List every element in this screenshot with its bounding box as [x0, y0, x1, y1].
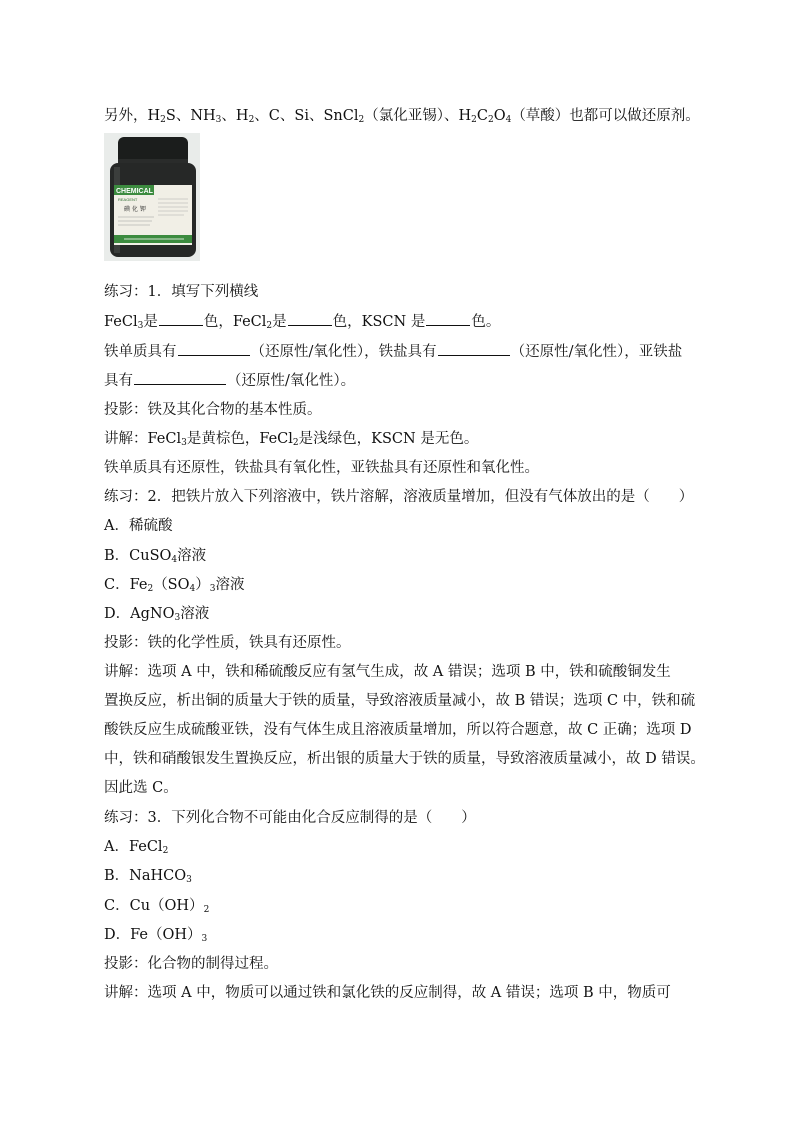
text: B．NaHCO	[104, 868, 187, 884]
answer-blank[interactable]	[159, 311, 203, 326]
exercise-1-explanation-2: 铁单质具有还原性，铁盐具有氧化性，亚铁盐具有还原性和氧化性。	[104, 460, 539, 476]
exercise-1-question-2	[104, 341, 682, 362]
text: 色，KSCN 是	[332, 314, 426, 330]
exercise-2-projection: 投影：铁的化学性质，铁具有还原性。	[104, 635, 351, 651]
answer-blank[interactable]	[426, 311, 470, 326]
subscript: 2	[266, 321, 273, 331]
text: 另外，H	[104, 108, 161, 124]
exercise-3-explanation: 讲解：选项 A 中，物质可以通过铁和氯化铁的反应制得，故 A 错误；选项 B 中，物质可	[104, 985, 671, 1001]
text: 铁单质具有	[104, 344, 177, 360]
exercise-2-explanation-line: 讲解：选项 A 中，铁和稀硫酸反应有氢气生成，故 A 错误；选项 B 中，铁和硫酸铜发生	[104, 664, 671, 680]
text: 色。	[471, 314, 501, 330]
exercise-2-option-d	[104, 604, 209, 624]
text: 讲解：FeCl	[104, 431, 182, 447]
exercise-3-option-d	[104, 925, 207, 945]
text: （氯化亚锡）、H	[364, 108, 472, 124]
text: C．Cu（OH）	[104, 898, 204, 914]
text: （SO	[153, 577, 190, 593]
subscript: 3	[215, 115, 222, 125]
subscript: 2	[160, 115, 166, 125]
text: （草酸）也都可以做还原剂。	[511, 108, 700, 124]
text: 是	[143, 314, 158, 330]
exercise-2-title: 练习：2．把铁片放入下列溶液中，铁片溶解，溶液质量增加，但没有气体放出的是（ ）	[104, 489, 694, 505]
exercise-3-projection: 投影：化合物的制得过程。	[104, 956, 278, 972]
text: 是浅绿色，KSCN 是无色。	[298, 431, 479, 447]
subscript: 2	[292, 438, 299, 448]
answer-blank[interactable]	[134, 370, 226, 385]
text: D．Fe（OH）	[104, 927, 202, 943]
subscript: 2	[471, 115, 477, 125]
subscript: 2	[203, 905, 210, 915]
exercise-2-option-c	[104, 575, 244, 595]
exercise-1-title: 练习：1．填写下列横线	[104, 284, 259, 300]
reducing-agents-line	[104, 106, 700, 126]
text: 是	[272, 314, 287, 330]
text: （还原性/氧化性）。	[227, 373, 356, 389]
exercise-3-title: 练习：3．下列化合物不可能由化合反应制得的是（ ）	[104, 810, 476, 826]
exercise-1-question-2-cont	[104, 370, 355, 391]
exercise-2-option-a: A．稀硫酸	[104, 518, 173, 534]
subscript: 3	[186, 875, 192, 885]
subscript: 3	[137, 321, 144, 331]
exercise-3-option-c	[104, 896, 209, 916]
subscript: 2	[487, 115, 494, 125]
subscript: 3	[201, 934, 208, 944]
answer-blank[interactable]	[438, 341, 510, 356]
subscript: 3	[181, 438, 187, 448]
label-brand: CHEMICAL	[116, 188, 153, 195]
exercise-2-explanation-line: 酸铁反应生成硫酸亚铁，没有气体生成且溶液质量增加，所以符合题意，故 C 正确；选项 D	[104, 722, 692, 738]
text: （还原性/氧化性），铁盐具有	[250, 344, 437, 360]
subscript: 4	[171, 555, 178, 565]
text: 是黄棕色，FeCl	[186, 431, 293, 447]
answer-blank[interactable]	[288, 311, 332, 326]
label-name: 碘 化 钾	[124, 206, 146, 213]
text: 、H	[221, 108, 249, 124]
exercise-1-projection: 投影：铁及其化合物的基本性质。	[104, 402, 322, 418]
label-reagent: REAGENT	[118, 197, 138, 202]
exercise-2-explanation-line: 因此选 C。	[104, 780, 178, 796]
text: D．AgNO	[104, 606, 175, 622]
text: C．Fe	[104, 577, 148, 593]
exercise-2-explanation-line: 置换反应，析出铜的质量大于铁的质量，导致溶液质量减小，故 B 错误；选项 C 中，铁和硫	[104, 693, 696, 709]
subscript: 4	[505, 115, 512, 125]
subscript: 3	[209, 584, 216, 594]
reagent-bottle-photo	[104, 133, 200, 261]
text: ）	[195, 577, 210, 593]
text: O	[493, 108, 506, 124]
subscript: 3	[174, 613, 181, 623]
subscript: 2	[147, 584, 154, 594]
text: 溶液	[177, 548, 207, 564]
subscript: 2	[358, 115, 365, 125]
text: FeCl	[104, 314, 138, 330]
text: S、NH	[165, 108, 216, 124]
text: B．CuSO	[104, 548, 172, 564]
subscript: 2	[248, 115, 255, 125]
subscript: 4	[189, 584, 196, 594]
text: 、C、Si、SnCl	[254, 108, 359, 124]
exercise-3-option-a	[104, 837, 168, 857]
text: 色，FeCl	[203, 314, 267, 330]
exercise-1-question-1	[104, 311, 500, 332]
text: 溶液	[180, 606, 210, 622]
text: （还原性/氧化性），亚铁盐	[510, 344, 683, 360]
text: 溶液	[215, 577, 245, 593]
answer-blank[interactable]	[178, 341, 250, 356]
exercise-3-option-b	[104, 866, 192, 886]
text: A．FeCl	[104, 839, 163, 855]
text: C	[476, 108, 488, 124]
exercise-2-explanation-line: 中，铁和硝酸银发生置换反应，析出银的质量大于铁的质量，导致溶液质量减小，故 D 错误。	[104, 751, 705, 767]
exercise-2-option-b	[104, 546, 206, 566]
subscript: 2	[162, 846, 169, 856]
reagent-bottle-image	[104, 133, 200, 261]
text: 具有	[104, 373, 133, 389]
exercise-1-explanation	[104, 429, 478, 449]
